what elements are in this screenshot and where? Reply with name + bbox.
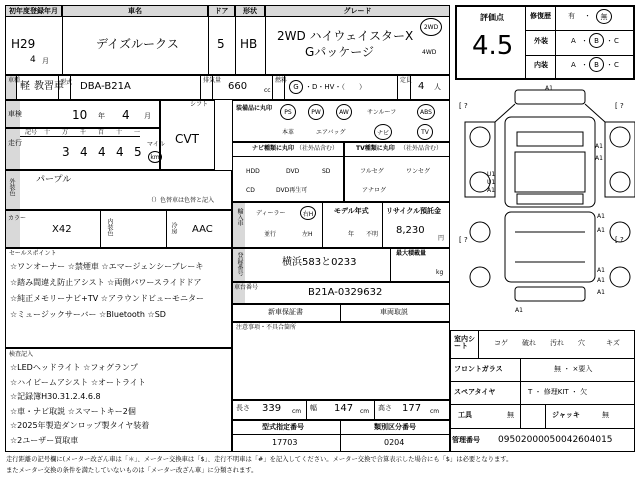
score-value: 4.5	[472, 31, 514, 61]
inspector-line: ☆記録簿H30.31.2.4.6.8	[10, 392, 101, 401]
inspector-line: ☆2025年製造ダンロップ製タイヤ装着	[10, 421, 150, 430]
mileage-unit-4: 十	[116, 129, 123, 136]
inspection-header: 車検	[8, 110, 22, 118]
seat-item: 破れ	[522, 339, 536, 347]
maxload-header: 最大積載量	[396, 250, 427, 257]
ac-value: AAC	[192, 224, 213, 235]
class-no-value: 0204	[384, 438, 405, 447]
manual-label: 車両取説	[380, 308, 408, 316]
color-code: X42	[52, 224, 72, 235]
warranty-row	[232, 304, 450, 322]
bodytype-value: 軽	[20, 81, 30, 92]
doors-header: ドア	[208, 5, 235, 17]
capacity-header: 定員	[400, 77, 413, 84]
color-code-header: カラー	[8, 215, 27, 222]
recycle-header: リサイクル預託金	[386, 207, 442, 215]
mileage-digit: 5	[134, 145, 142, 159]
mileage-unit-5: 一	[134, 129, 141, 136]
inspector-line: ☆車・ナビ取説 ☆スマートキー2個	[10, 406, 136, 416]
shift-value: CVT	[175, 132, 199, 146]
inspector-line: ☆LEDヘッドライト ☆フォグランプ	[10, 363, 138, 372]
height-value: 177	[402, 403, 422, 414]
grade-header: グレード	[265, 5, 450, 17]
fuel-g-circle: G	[289, 80, 303, 94]
svg-text:A1: A1	[597, 289, 605, 296]
svg-text:[ ?: [ ?	[459, 236, 468, 244]
notes-block	[232, 322, 450, 400]
width-value: 147	[334, 403, 354, 414]
mgmt-label: 管理番号	[452, 436, 480, 444]
usage-value: 教習車	[34, 81, 64, 92]
drive-4wd: 4WD	[422, 49, 437, 56]
front-glass-value: 無 ・ ×要入	[554, 365, 593, 373]
doors-value: 5	[217, 37, 225, 51]
modelyear-header: モデル年式	[334, 207, 369, 215]
seat-item: 穴	[578, 339, 585, 347]
car-name-header: 車名	[62, 5, 208, 17]
svg-text:A1: A1	[595, 143, 603, 150]
fuel-rest: ・D・HV・（ ）	[305, 83, 366, 91]
svg-text:[ ?: [ ?	[615, 236, 624, 244]
mileage-unit-1: 万	[62, 129, 69, 136]
mileage-unit-mile: マイル	[147, 141, 165, 148]
recycle-value: 8,230	[396, 225, 425, 236]
exterior-b-circle: B	[589, 33, 604, 48]
shape-header: 形状	[235, 5, 265, 17]
inspection-year: 10	[72, 108, 88, 122]
model-value: DBA-B21A	[80, 81, 131, 92]
equipment-header: 装備品に丸印	[236, 105, 273, 112]
footer-line1: 走行距離の記号欄に(メーター改ざん車は「＊」、メーター交換車は「$」、走行不明車は「#」を記入してください。メーター交換で合算表示した場合にも「$」は必要となります。	[6, 456, 513, 463]
capacity-value: 4	[418, 81, 425, 92]
ac-header: 冷房	[170, 222, 177, 234]
mileage-unit-0: 十	[44, 129, 51, 136]
disp-header: 排気量	[203, 77, 222, 84]
length-value: 339	[262, 403, 282, 414]
mileage-digit: 4	[80, 145, 88, 159]
grade-line2: Gパッケージ	[305, 45, 375, 59]
drive-2wd-circle: 2WD	[420, 18, 442, 36]
mileage-unit-km-circle: km	[148, 151, 162, 163]
import-right-circle: 右H	[300, 206, 316, 220]
inspector-line: ☆2ユーザー買取車	[10, 435, 79, 445]
import-header: 輸入車	[236, 208, 243, 226]
footer-line2: またメーター交換の条件を満たしていないものは「メーター改ざん車」に分類されます。	[6, 467, 258, 474]
repair-label: 修復歴	[530, 12, 551, 20]
svg-text:A1: A1	[597, 267, 605, 274]
registration-header: 登録番号	[236, 252, 243, 276]
seat-item: コゲ	[494, 339, 508, 347]
grade-line1: 2WD ハイウェイスターX	[277, 29, 414, 43]
sales-line: ☆ワンオーナー ☆禁煙車 ☆エマージェンシーブレーキ	[10, 262, 204, 271]
notes-header: 注意事項・不具合箇所	[236, 324, 297, 331]
nav-header: ナビ種類に丸印	[252, 145, 295, 152]
exterior-label: 外装	[534, 37, 548, 45]
tools-value: 無	[507, 411, 514, 419]
seat-item: キズ	[606, 339, 620, 347]
spare-label: スペアタイヤ	[454, 388, 496, 396]
seat-item: 汚れ	[550, 339, 564, 347]
diag-u1: U1	[487, 171, 496, 178]
jack-value: 無	[602, 411, 609, 419]
interior-label: 内装	[534, 61, 548, 69]
mileage-digit: 4	[116, 145, 124, 159]
front-glass-label: フロントガラス	[454, 365, 503, 373]
svg-text:[ ?: [ ?	[615, 102, 624, 110]
svg-text:A1: A1	[597, 227, 605, 234]
interior-color-header: 内装色	[106, 218, 113, 236]
mileage-unit-2: 千	[80, 129, 87, 136]
svg-text:A1: A1	[487, 187, 495, 194]
score-label: 評価点	[480, 13, 504, 22]
interior-b-circle: B	[589, 57, 604, 72]
sales-line: ☆ミュージックサーバー ☆Bluetooth ☆SD	[10, 310, 166, 319]
repair-yes: 有	[568, 12, 575, 20]
mgmt-value: 09502000050042604015	[498, 435, 613, 445]
first-reg-month-unit: 月	[42, 57, 49, 65]
model-header: 型式	[60, 79, 73, 86]
tv-header: TV種類に丸印	[356, 145, 395, 152]
first-reg-month: 4	[30, 55, 36, 65]
repair-no-circle: 無	[596, 9, 612, 24]
car-damage-diagram	[455, 82, 635, 328]
jack-label: ジャッキ	[552, 411, 580, 419]
color-value: パープル	[36, 175, 72, 185]
type-no-value: 17703	[272, 438, 298, 447]
fuel-header: 燃料	[275, 77, 288, 84]
first-reg-year: H29	[11, 37, 36, 51]
svg-text:A1: A1	[595, 155, 603, 162]
inspector-header: 検査記入	[9, 351, 34, 358]
inspection-month: 4	[122, 108, 130, 122]
bracket-mark: [ ?	[459, 102, 468, 110]
mileage-digit: 3	[62, 145, 70, 159]
first-reg-header: 初年度登録年月	[5, 5, 62, 17]
svg-text:U1: U1	[487, 179, 496, 186]
color-header: 外装色	[8, 178, 15, 196]
tools-label: 工具	[458, 411, 472, 419]
interior-seat-label: 室内シート	[454, 335, 475, 350]
svg-text:A1: A1	[597, 213, 605, 220]
svg-text:A1: A1	[515, 307, 523, 314]
mileage-digit: 4	[98, 145, 106, 159]
car-name: デイズルークス	[96, 37, 179, 51]
diag-a1-top: A1	[545, 85, 553, 92]
chassis-header: 車台番号	[234, 284, 259, 291]
svg-text:A1: A1	[597, 277, 605, 284]
disp-value: 660	[228, 81, 248, 92]
chassis-value: B21A-0329632	[308, 287, 383, 298]
sales-header: セールスポイント	[9, 250, 57, 257]
mileage-unit-3: 百	[98, 129, 105, 136]
mileage-header: 走行	[8, 139, 22, 147]
bodytype-header: 車種	[8, 77, 21, 84]
shape-value: HB	[240, 37, 258, 51]
shift-header: シフト	[190, 101, 209, 108]
inspector-line: ☆ハイビームアシスト ☆オートライト	[10, 377, 146, 387]
spare-value: T ・ 修理KIT ・ 欠	[528, 388, 588, 396]
registration-value: 横浜583と0233	[282, 257, 357, 268]
sales-line: ☆踏み間違え防止アシスト ☆両側パワースライドドア	[10, 278, 202, 287]
new-warranty-label: 新車保証書	[268, 308, 303, 316]
sales-line: ☆純正メモリーナビ+TV ☆アラウンドビューモニター	[10, 294, 204, 303]
